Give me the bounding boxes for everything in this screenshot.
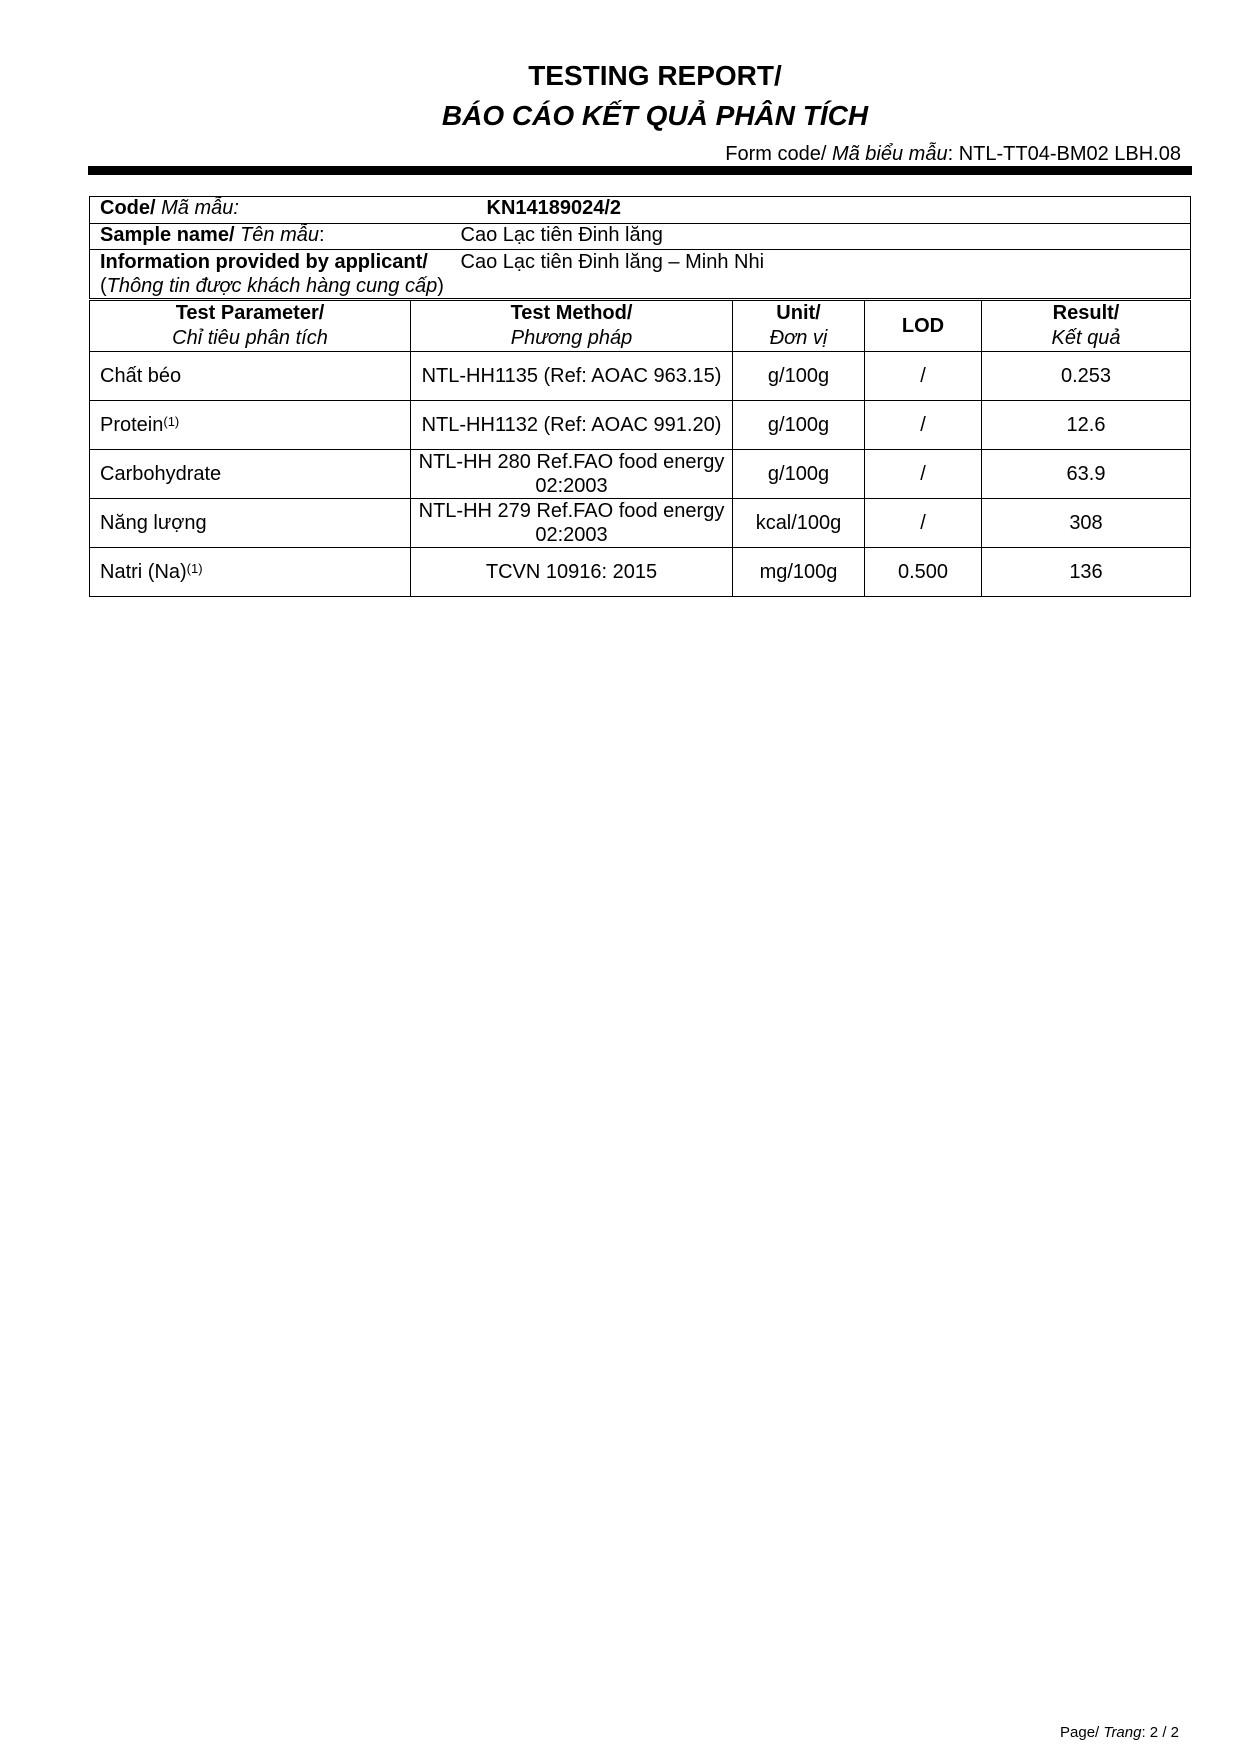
sample-name-value: Cao Lạc tiên Đinh lăng <box>461 224 1155 250</box>
header-test-method-vi: Phương pháp <box>510 327 633 349</box>
header-test-parameter-en: Test Parameter/ <box>175 302 325 324</box>
row-parameter <box>90 450 411 499</box>
table-row <box>90 499 1191 548</box>
header-test-method-en: Test Method/ <box>510 302 633 324</box>
row-lod: / <box>865 499 982 548</box>
results-header-row <box>90 301 1191 352</box>
header-divider <box>88 166 1192 175</box>
parameter-footnote: (1) <box>163 414 180 429</box>
table-row <box>90 401 1191 450</box>
row-unit: kcal/100g <box>733 499 865 548</box>
header-unit <box>733 301 865 352</box>
parameter-name: Natri (Na) <box>100 561 187 583</box>
row-lod: 0.500 <box>865 548 982 597</box>
results-table <box>89 300 1191 597</box>
page-label-en: Page/ <box>1060 1724 1104 1741</box>
row-parameter <box>90 499 411 548</box>
table-row <box>90 352 1191 401</box>
applicant-label-en: Information provided by applicant/ <box>100 251 428 273</box>
row-method: NTL-HH1132 (Ref: AOAC 991.20) <box>411 401 733 450</box>
form-code-label-en: Form code/ <box>725 143 832 165</box>
sample-label-colon: : <box>319 224 325 246</box>
applicant-label <box>90 250 497 299</box>
applicant-label-vi: Thông tin được khách hàng cung cấp <box>106 275 438 297</box>
header-result <box>982 301 1191 352</box>
row-unit: g/100g <box>733 401 865 450</box>
applicant-row <box>90 250 1191 299</box>
sample-info-table <box>89 196 1191 299</box>
parameter-name: Chất béo <box>100 365 182 387</box>
row-unit: mg/100g <box>733 548 865 597</box>
row-parameter <box>90 401 411 450</box>
row-unit: g/100g <box>733 450 865 499</box>
applicant-value: Cao Lạc tiên Đinh lăng – Minh Nhi <box>461 250 1155 299</box>
row-parameter <box>90 352 411 401</box>
table-row <box>90 450 1191 499</box>
applicant-paren-open: ( <box>100 275 107 297</box>
header-result-vi: Kết quả <box>1051 327 1121 349</box>
form-code-label-vi: Mã biểu mẫu <box>831 143 948 165</box>
header-lod-en: LOD <box>901 314 945 337</box>
code-label-en: Code/ <box>100 197 156 219</box>
parameter-name: Carbohydrate <box>100 463 222 485</box>
row-method: NTL-HH 279 Ref.FAO food energy 02:2003 <box>411 499 733 548</box>
page-value: : 2 / 2 <box>1141 1724 1179 1741</box>
header-unit-en: Unit/ <box>776 302 821 324</box>
sample-label-vi: Tên mẫu <box>234 224 319 246</box>
row-lod: / <box>865 450 982 499</box>
code-row <box>90 197 1191 224</box>
form-code <box>725 143 1181 166</box>
row-result: 136 <box>982 548 1191 597</box>
row-method: TCVN 10916: 2015 <box>411 548 733 597</box>
row-method: NTL-HH 280 Ref.FAO food energy 02:2003 <box>411 450 733 499</box>
header-lod <box>865 301 982 352</box>
row-parameter <box>90 548 411 597</box>
sample-label-en: Sample name/ <box>100 224 235 246</box>
row-lod: / <box>865 352 982 401</box>
code-value-text: KN14189024/2 <box>486 197 622 219</box>
code-label-vi: Mã mẫu: <box>155 197 239 219</box>
row-method: NTL-HH1135 (Ref: AOAC 963.15) <box>411 352 733 401</box>
header-test-parameter-vi: Chỉ tiêu phân tích <box>172 327 328 349</box>
report-title-en: TESTING REPORT/ <box>528 60 782 91</box>
header-test-parameter <box>90 301 411 352</box>
page-number <box>1060 1724 1179 1741</box>
parameter-name: Protein <box>100 414 164 436</box>
report-title-vi: BÁO CÁO KẾT QUẢ PHÂN TÍCH <box>441 100 869 131</box>
applicant-paren-close: ) <box>437 275 444 297</box>
row-result: 12.6 <box>982 401 1191 450</box>
header-unit-vi: Đơn vị <box>769 327 828 349</box>
code-value <box>486 197 1191 224</box>
page-label-vi: Trang <box>1103 1724 1142 1741</box>
row-result: 63.9 <box>982 450 1191 499</box>
row-result: 308 <box>982 499 1191 548</box>
table-row <box>90 548 1191 597</box>
sample-name-row <box>90 224 1191 250</box>
parameter-footnote: (1) <box>186 561 203 576</box>
row-unit: g/100g <box>733 352 865 401</box>
parameter-name: Năng lượng <box>100 512 207 534</box>
row-result: 0.253 <box>982 352 1191 401</box>
sample-name-label <box>90 224 497 250</box>
header-test-method <box>411 301 733 352</box>
header-result-en: Result/ <box>1052 302 1120 324</box>
code-label <box>90 197 497 224</box>
form-code-value: : NTL-TT04-BM02 LBH.08 <box>947 143 1181 165</box>
row-lod: / <box>865 401 982 450</box>
